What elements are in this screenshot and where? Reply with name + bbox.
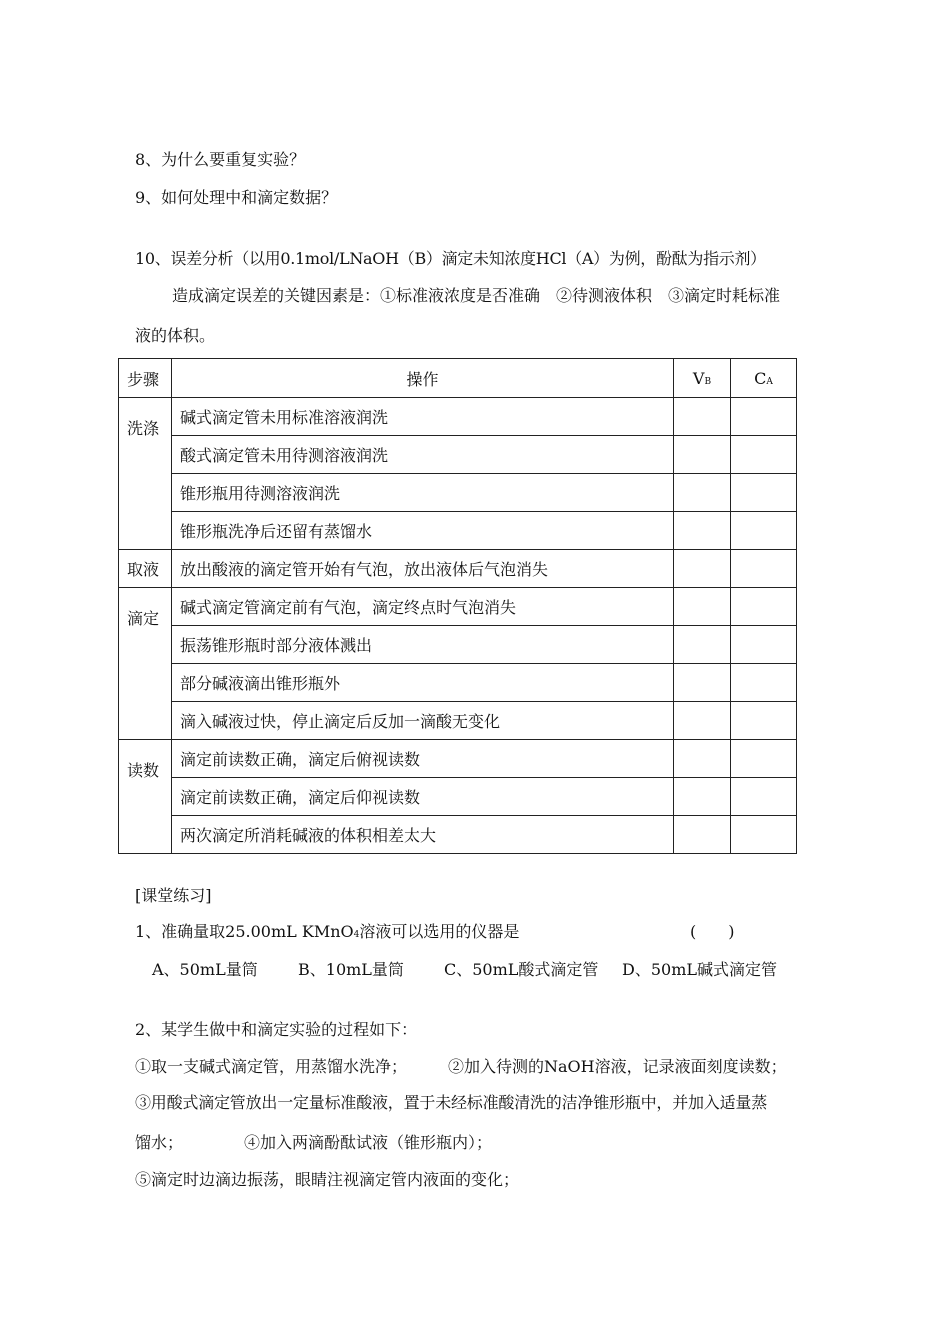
header-ca: CA xyxy=(731,359,797,398)
option-b: B、10mL量筒 xyxy=(298,960,404,979)
ca-cell xyxy=(731,398,797,436)
option-a: A、50mL量筒 xyxy=(152,960,258,979)
ca-cell xyxy=(731,626,797,664)
q2-step-5: ⑤滴定时边滴边振荡，眼睛注视滴定管内液面的变化； xyxy=(135,1170,520,1189)
ca-cell xyxy=(731,702,797,740)
table-row xyxy=(119,512,797,550)
step-cell-titration: 滴定 xyxy=(119,588,172,740)
vb-cell xyxy=(674,778,731,816)
step-cell-reading: 读数 xyxy=(119,740,172,854)
vb-cell xyxy=(674,740,731,778)
ca-cell xyxy=(731,664,797,702)
step-cell-washing: 洗涤 xyxy=(119,398,172,550)
step-cell-sampling: 取液 xyxy=(119,550,172,588)
vb-cell xyxy=(674,398,731,436)
q2-step-3-continued: 馏水； xyxy=(135,1133,184,1152)
practice-heading: [课堂练习] xyxy=(135,886,212,905)
answer-blank: ( ) xyxy=(690,922,735,941)
ca-cell xyxy=(731,436,797,474)
ca-cell xyxy=(731,816,797,854)
header-operation: 操作 xyxy=(172,359,674,398)
operation-cell: 碱式滴定管滴定前有气泡，滴定终点时气泡消失 xyxy=(172,588,674,626)
ca-cell xyxy=(731,740,797,778)
operation-cell: 放出酸液的滴定管开始有气泡，放出液体后气泡消失 xyxy=(172,550,674,588)
table-row xyxy=(119,816,797,854)
operation-cell: 两次滴定所消耗碱液的体积相差太大 xyxy=(172,816,674,854)
vb-cell xyxy=(674,626,731,664)
table-row xyxy=(119,474,797,512)
table-row xyxy=(119,626,797,664)
practice-question-1: 1、准确量取25.00mL KMnO4溶液可以选用的仪器是 xyxy=(135,922,520,941)
q2-step-2: ②加入待测的NaOH溶液，记录液面刻度读数； xyxy=(448,1057,787,1076)
table-row xyxy=(119,550,797,588)
ca-cell xyxy=(731,512,797,550)
operation-cell: 滴入碱液过快，停止滴定后反加一滴酸无变化 xyxy=(172,702,674,740)
operation-cell: 滴定前读数正确，滴定后俯视读数 xyxy=(172,740,674,778)
table-header-row xyxy=(119,359,797,398)
vb-cell xyxy=(674,550,731,588)
q2-step-4: ④加入两滴酚酞试液（锥形瓶内）； xyxy=(244,1133,493,1152)
ca-cell xyxy=(731,550,797,588)
ca-cell xyxy=(731,474,797,512)
question-8: 8、为什么要重复实验？ xyxy=(135,150,306,169)
option-c: C、50mL酸式滴定管 xyxy=(444,960,599,979)
operation-cell: 振荡锥形瓶时部分液体溅出 xyxy=(172,626,674,664)
question-10-note: 造成滴定误差的关键因素是：①标准液浓度是否准确 ②待测液体积 ③滴定时耗标准 xyxy=(172,286,781,305)
operation-cell: 部分碱液滴出锥形瓶外 xyxy=(172,664,674,702)
header-step: 步骤 xyxy=(119,359,172,398)
table-row xyxy=(119,702,797,740)
header-vb: VB xyxy=(674,359,731,398)
practice-question-2: 2、某学生做中和滴定实验的过程如下： xyxy=(135,1020,418,1039)
table-row xyxy=(119,740,797,778)
vb-cell xyxy=(674,474,731,512)
operation-cell: 滴定前读数正确，滴定后仰视读数 xyxy=(172,778,674,816)
q2-step-3: ③用酸式滴定管放出一定量标准酸液，置于未经标准酸清洗的洁净锥形瓶中，并加入适量蒸 xyxy=(135,1093,768,1112)
vb-cell xyxy=(674,436,731,474)
table-row xyxy=(119,436,797,474)
question-9: 9、如何处理中和滴定数据？ xyxy=(135,188,338,207)
vb-cell xyxy=(674,588,731,626)
vb-cell xyxy=(674,702,731,740)
question-10: 10、误差分析（以用0.1mol/LNaOH（B）滴定未知浓度HCl（A）为例，酚酞为指示剂） xyxy=(135,249,766,268)
vb-cell xyxy=(674,512,731,550)
table-row xyxy=(119,588,797,626)
ca-cell xyxy=(731,588,797,626)
option-d: D、50mL碱式滴定管 xyxy=(622,960,777,979)
question-10-note-continued: 液的体积。 xyxy=(135,326,216,345)
error-analysis-table xyxy=(118,358,797,854)
operation-cell: 锥形瓶用待测溶液润洗 xyxy=(172,474,674,512)
q2-step-1: ①取一支碱式滴定管，用蒸馏水洗净； xyxy=(135,1057,408,1076)
table-row xyxy=(119,778,797,816)
table-row xyxy=(119,398,797,436)
operation-cell: 锥形瓶洗净后还留有蒸馏水 xyxy=(172,512,674,550)
operation-cell: 碱式滴定管未用标准溶液润洗 xyxy=(172,398,674,436)
vb-cell xyxy=(674,664,731,702)
table-row xyxy=(119,664,797,702)
vb-cell xyxy=(674,816,731,854)
ca-cell xyxy=(731,778,797,816)
operation-cell: 酸式滴定管未用待测溶液润洗 xyxy=(172,436,674,474)
